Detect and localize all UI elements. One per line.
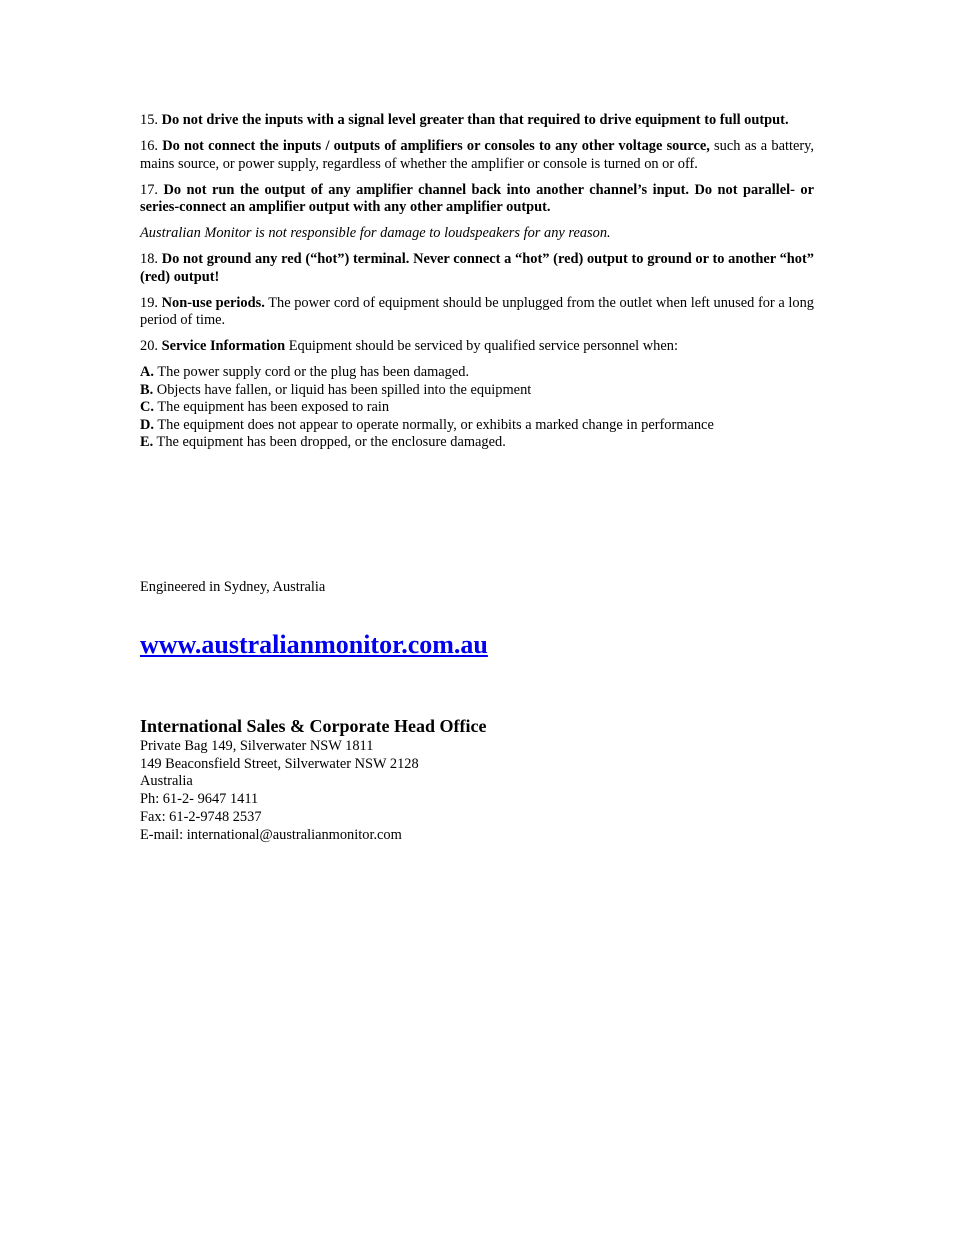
list-item: [140, 382, 814, 400]
disclaimer-note: Australian Monitor is not responsible for damage to loudspeakers for any reason.: [140, 225, 611, 241]
list-letter: C.: [140, 399, 154, 415]
item-bold-text: Service Information: [161, 338, 286, 354]
list-text: The equipment has been dropped, or the enclosure damaged.: [153, 434, 506, 450]
item-bold-text: Do not drive the inputs with a signal level greater than that required to drive equipment to full output.: [161, 112, 789, 128]
address-line: 149 Beaconsfield Street, Silverwater NSW 2128: [140, 755, 419, 772]
instruction-17: [140, 182, 814, 217]
phone-number: Ph: 61-2- 9647 1411: [140, 791, 259, 808]
office-address-block: [140, 715, 486, 844]
list-item: [140, 434, 814, 452]
list-text: The power supply cord or the plug has been damaged.: [154, 364, 470, 380]
email-address: E-mail: international@australianmonitor.com: [140, 826, 402, 843]
address-country: Australia: [140, 773, 193, 790]
list-letter: A.: [140, 364, 154, 380]
item-bold-text: Do not run the output of any amplifier channel back into another channel’s input. Do not parallel- or series-connect an amplifier output with any other amplifier output.: [140, 181, 814, 215]
item-number: 16.: [140, 138, 158, 154]
list-text: The equipment has been exposed to rain: [154, 399, 390, 415]
safety-instructions: [140, 112, 814, 452]
item-text: The power cord of equipment should be unplugged from the outlet when left unused for a long period of time.: [140, 294, 814, 328]
list-item: [140, 399, 814, 417]
item-text: Equipment should be serviced by qualified service personnel when:: [285, 338, 678, 354]
instruction-15: [140, 112, 814, 130]
instruction-19: [140, 295, 814, 330]
instruction-20: [140, 338, 814, 356]
item-text: such as a battery, mains source, or power supply, regardless of whether the amplifier or console is turned on or off.: [140, 138, 814, 172]
list-letter: B.: [140, 381, 154, 398]
list-letter: D.: [140, 416, 154, 433]
list-text: Objects have fallen, or liquid has been spilled into the equipment: [153, 381, 532, 398]
item-number: 19.: [140, 294, 158, 311]
instruction-16: [140, 138, 814, 173]
office-heading: International Sales & Corporate Head Office: [140, 716, 487, 736]
item-number: 18.: [140, 251, 158, 267]
list-letter: E.: [140, 434, 154, 450]
item-bold-text: Non-use periods.: [161, 294, 265, 311]
list-item: [140, 417, 814, 435]
fax-number: Fax: 61-2-9748 2537: [140, 808, 262, 825]
item-number: 20.: [140, 338, 158, 354]
item-number: 15.: [140, 112, 158, 128]
item-bold-text: Do not connect the inputs / outputs of amplifiers or consoles to any other voltage source,: [162, 138, 710, 154]
service-conditions-list: [140, 364, 814, 452]
list-text: The equipment does not appear to operate normally, or exhibits a marked change in performance: [154, 416, 714, 433]
item-bold-text: Do not ground any red (“hot”) terminal. Never connect a “hot” (red) output to ground or to another “hot” (red) output!: [140, 251, 814, 285]
engineered-location: Engineered in Sydney, Australia: [140, 579, 326, 595]
address-line: Private Bag 149, Silverwater NSW 1811: [140, 738, 374, 754]
list-item: [140, 364, 814, 382]
item-number: 17.: [140, 181, 158, 198]
instruction-18: [140, 251, 814, 286]
website-link[interactable]: www.australianmonitor.com.au: [140, 630, 488, 659]
